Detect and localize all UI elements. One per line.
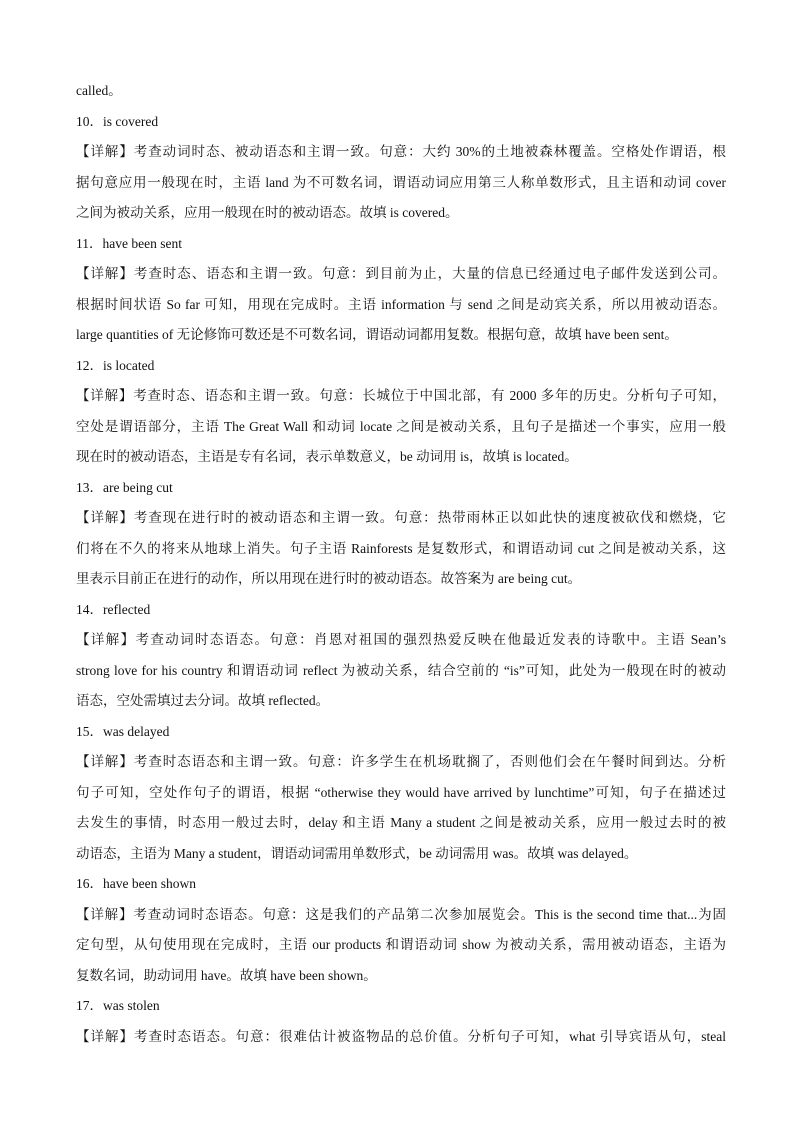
answer-heading: 10．is covered <box>76 113 159 129</box>
explanation-line: 空处是谓语部分，主语 The Great Wall 和动词 locate 之间是被动关系，且句子是描述一个事实，应用一般 <box>76 418 726 434</box>
answer-heading: 15．was delayed <box>76 723 170 739</box>
explanation-line: 根据时间状语 So far 可知，用现在完成时。主语 information 与 send 之间是动宾关系，所以用被动语态。 <box>76 296 726 312</box>
answer-heading: 17．was stolen <box>76 998 160 1013</box>
explanation-line: 复数名词，助动词用 have。故填 have been shown。 <box>76 967 377 983</box>
explanation-paragraph <box>76 137 726 229</box>
answer-heading: 14．reflected <box>76 601 151 617</box>
answer-heading: 11．have been sent <box>76 235 182 251</box>
explanation-line: 现在时的被动语态，主语是专有名词，表示单数意义，be 动词用 is，故填 is located。 <box>76 449 578 464</box>
explanation-line: 们将在不久的将来从地球上消失。句子主语 Rainforests 是复数形式，和谓语动词 cut 之间是被动关系，这 <box>76 540 726 556</box>
explanation-line: 句子可知，空处作句子的谓语，根据 “otherwise they would have arrived by lunchtime”可知，句子在描述过 <box>76 784 726 800</box>
answer-item <box>76 717 726 870</box>
explanation-line: 动语态，主语为 Many a student，谓语动词需用单数形式，be 动词需用 was。故填 was delayed。 <box>76 845 638 861</box>
explanation-line: 【详解】考查动词时态、被动语态和主谓一致。句意：大约 30%的土地被森林覆盖。空格处作谓语，根 <box>76 144 726 159</box>
explanation-line: 语态，空处需填过去分词。故填 reflected。 <box>76 693 330 708</box>
explanation-paragraph <box>76 900 726 992</box>
explanation-paragraph <box>76 259 726 351</box>
answer-item <box>76 107 726 229</box>
answer-item <box>76 869 726 991</box>
explanation-paragraph <box>76 747 726 869</box>
explanation-line: 去发生的事情，时态用一般过去时，delay 和主语 Many a student 之间是被动关系，应用一般过去时的被 <box>76 815 726 830</box>
explanation-line: 【详解】考查时态、语态和主谓一致。句意：长城位于中国北部，有 2000 多年的历史。分析句子可知， <box>76 388 726 403</box>
explanation-line: 据句意应用一般现在时，主语 land 为不可数名词，谓语动词应用第三人称单数形式，且主语和动词 cover <box>76 174 726 190</box>
explanation-line: 定句型，从句使用现在完成时，主语 our products 和谓语动词 show 为被动关系，需用被动语态，主语为 <box>76 937 726 952</box>
explanation-line: 【详解】考查动词时态语态。句意：肖恩对祖国的强烈热爱反映在他最近发表的诗歌中。主语 Sean’s <box>76 632 726 647</box>
continued-text: called。 <box>76 83 122 98</box>
explanation-line: large quantities of 无论修饰可数还是不可数名词，谓语动词都用复数。根据句意，故填 have been sent。 <box>76 327 678 342</box>
explanation-line: 【详解】考查现在进行时的被动语态和主谓一致。句意：热带雨林正以如此快的速度被砍伐和燃烧，它 <box>76 510 726 525</box>
answer-item <box>76 351 726 473</box>
answer-heading: 12．is located <box>76 357 155 373</box>
explanation-line: 【详解】考查时态、语态和主谓一致。句意：到目前为止，大量的信息已经通过电子邮件发送到公司。 <box>76 266 726 281</box>
explanation-paragraph <box>76 381 726 473</box>
answer-item <box>76 229 726 351</box>
explanation-line: 里表示目前正在进行的动作，所以用现在进行时的被动语态。故答案为 are being cut。 <box>76 571 582 586</box>
explanation-line: 【详解】考查时态语态。句意：很难估计被盗物品的总价值。分析句子可知，what 引导宾语从句，steal <box>76 1028 726 1044</box>
explanation-paragraph <box>76 1022 726 1053</box>
explanation-paragraph <box>76 625 726 717</box>
answer-heading: 13．are being cut <box>76 479 173 495</box>
explanation-paragraph <box>76 503 726 595</box>
explanation-line: strong love for his country 和谓语动词 reflect 为被动关系，结合空前的 “is”可知，此处为一般现在时的被动 <box>76 662 726 678</box>
answer-item <box>76 473 726 595</box>
explanation-line: 【详解】考查动词时态语态。句意：这是我们的产品第二次参加展览会。This is the second time that...为固 <box>76 906 726 922</box>
answer-heading: 16．have been shown <box>76 876 196 891</box>
answer-item <box>76 595 726 717</box>
answer-item <box>76 991 726 1052</box>
document-page <box>76 76 726 1052</box>
explanation-line: 【详解】考查时态语态和主谓一致。句意：许多学生在机场耽搁了，否则他们会在午餐时间到达。分析 <box>76 754 726 769</box>
explanation-line: 之间为被动关系，应用一般现在时的被动语态。故填 is covered。 <box>76 205 459 220</box>
